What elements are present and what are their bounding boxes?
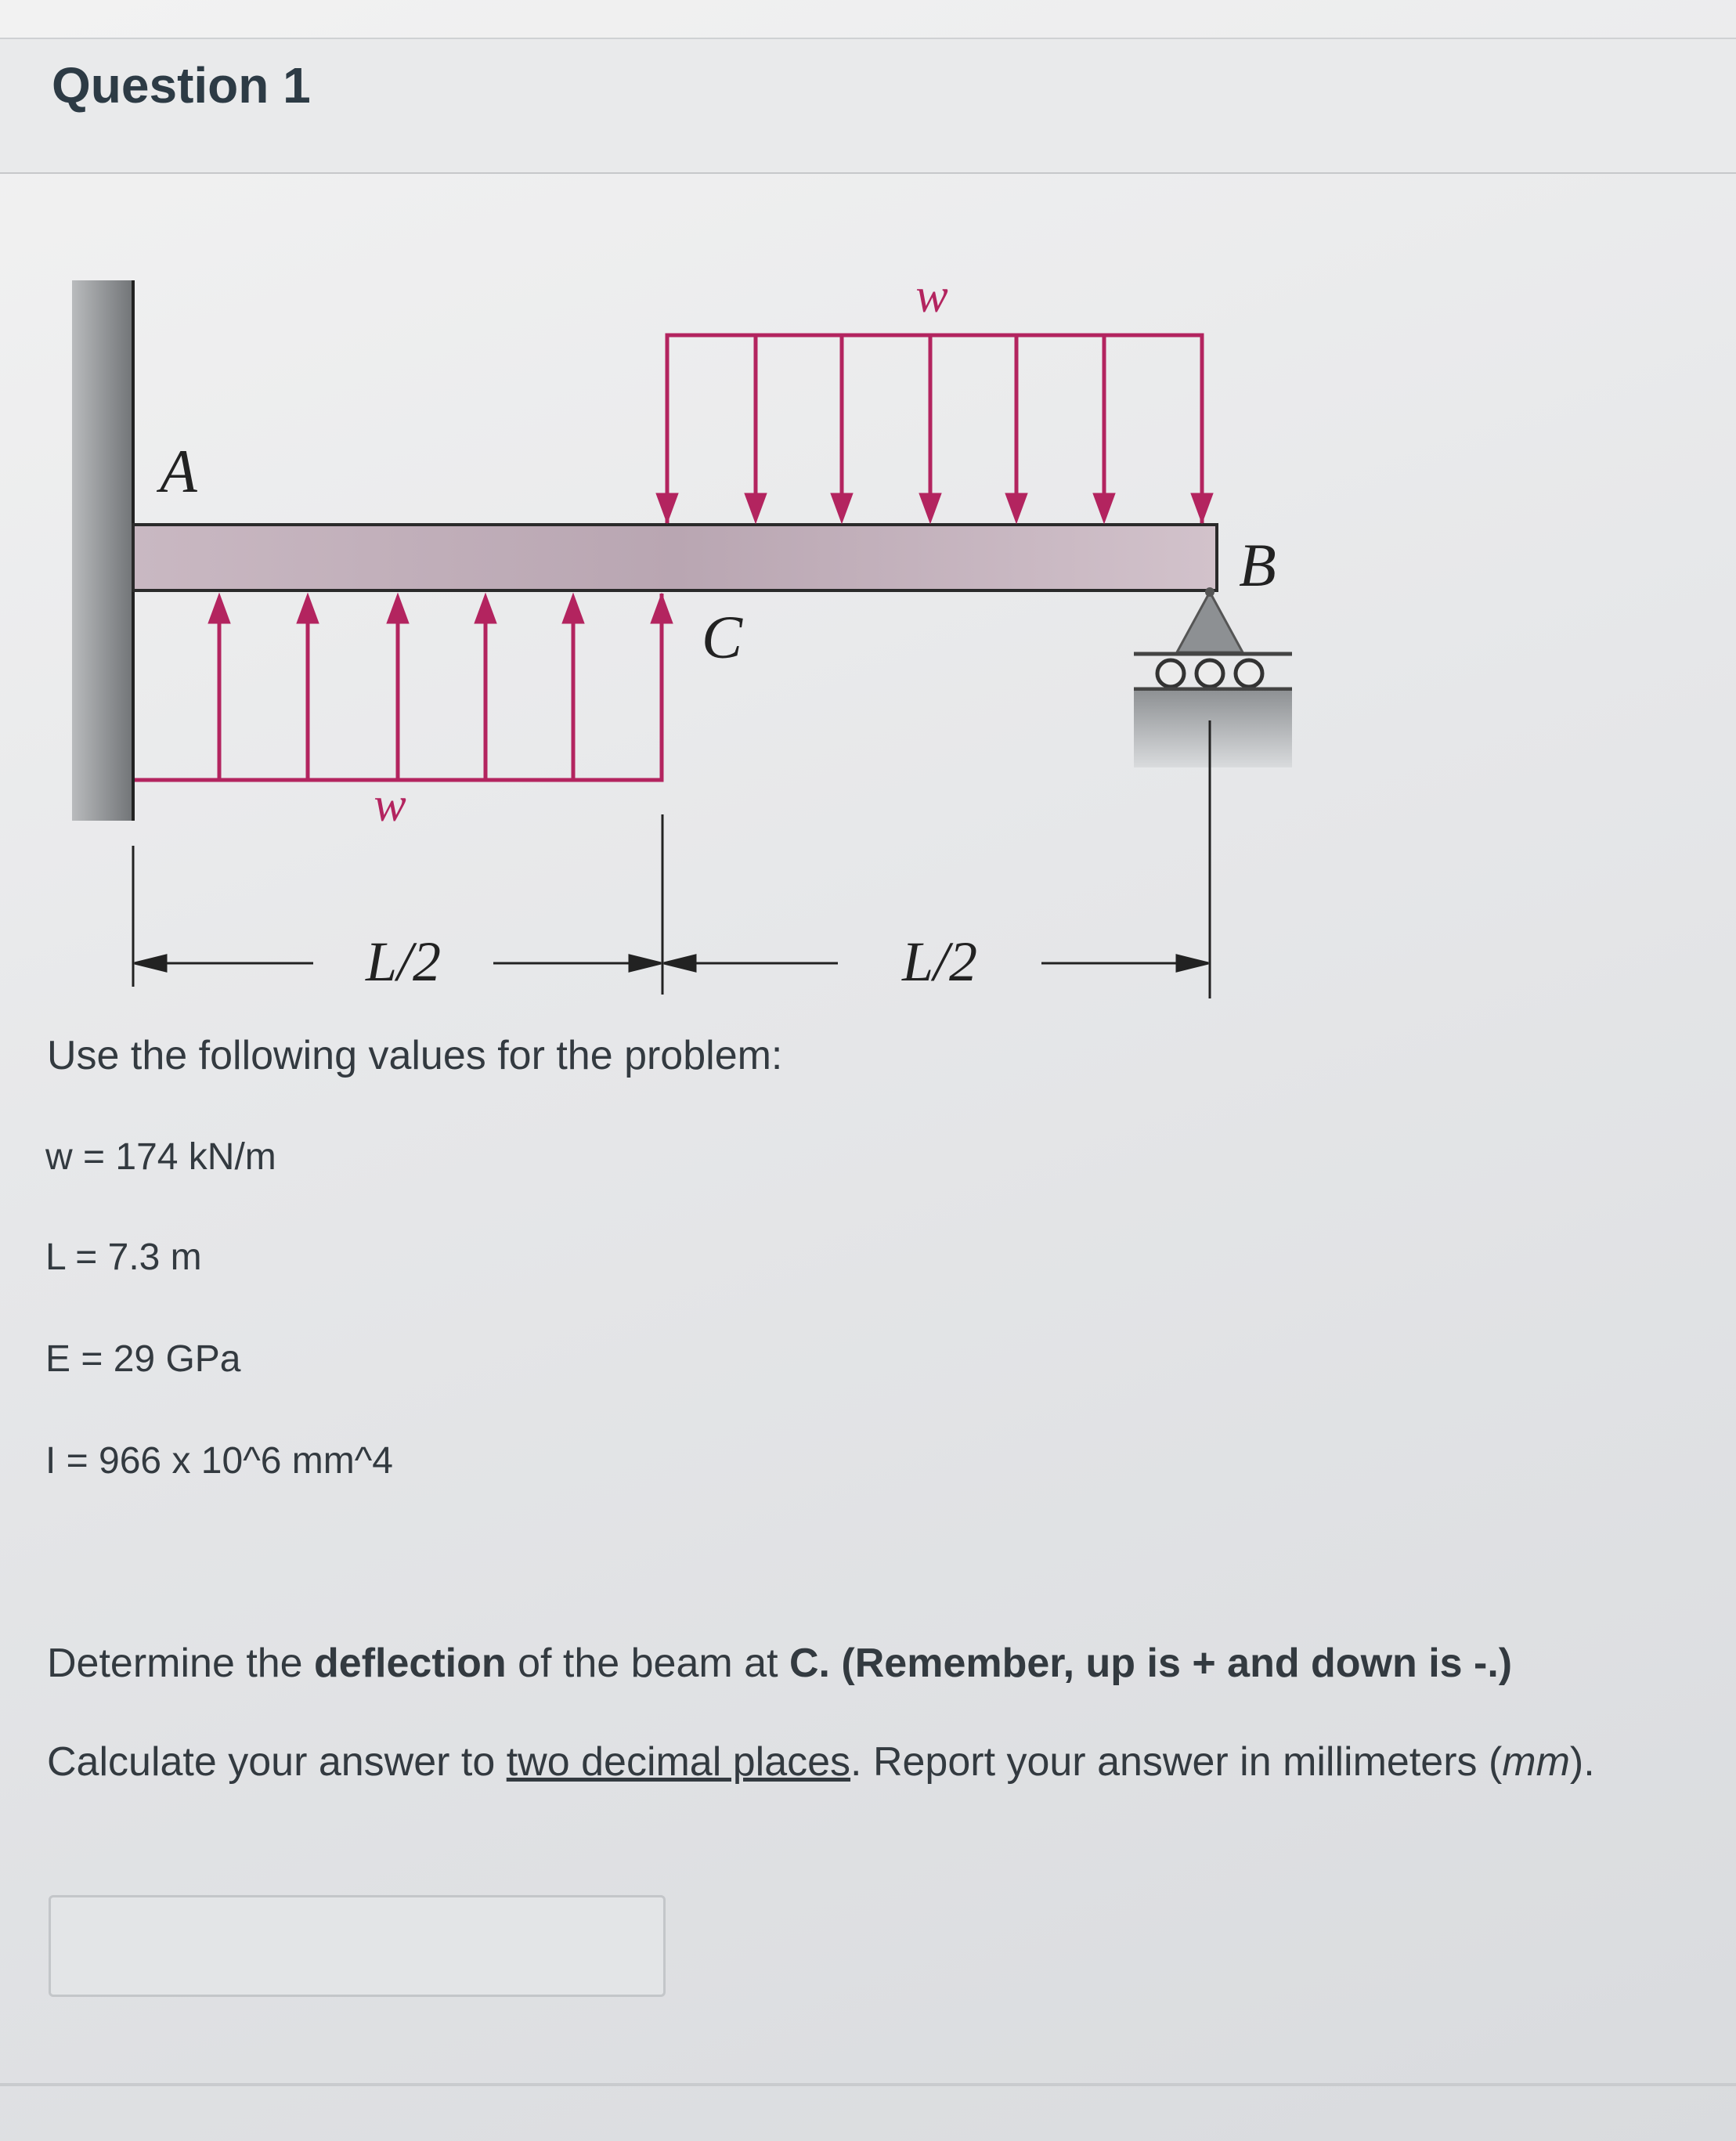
top-load-arrowhead: [1191, 493, 1213, 523]
param-L: L = 7.3 m: [45, 1237, 202, 1278]
support-b-label: B: [1239, 531, 1276, 599]
question-title: Question 1: [52, 57, 311, 114]
prompt-underline-decimals: two decimal places: [506, 1739, 851, 1785]
beam: [133, 525, 1217, 590]
top-load-arrows: [756, 335, 1104, 495]
prompt-text: . Report your answer in millimeters (: [850, 1739, 1503, 1785]
bottom-load-label: w: [374, 778, 406, 832]
prompt-italic-unit: mm: [1502, 1739, 1570, 1785]
bottom-load-arrowhead: [651, 594, 673, 623]
prompt-line-2: [47, 1738, 1595, 1785]
prompt-text: ).: [1569, 1739, 1595, 1785]
bottom-load-arrowhead: [475, 594, 496, 623]
top-load-arrowhead: [1093, 493, 1115, 523]
bottom-distributed-load: [135, 594, 673, 780]
top-load-arrowhead: [919, 493, 941, 523]
dimension-lines: [133, 720, 1210, 998]
prompt-bold-deflection: deflection: [314, 1641, 507, 1686]
param-w: w = 174 kN/m: [45, 1136, 276, 1178]
bottom-load-arrowhead: [562, 594, 584, 623]
bottom-load-arrows: [219, 619, 573, 780]
prompt-text: of the beam at: [506, 1641, 789, 1686]
bottom-load-arrowhead: [208, 594, 230, 623]
point-c-label: C: [701, 603, 743, 671]
top-load-label: w: [915, 269, 948, 323]
roller-support-b: [1134, 587, 1292, 767]
dim-right-label: L/2: [901, 930, 978, 993]
top-distributed-load: [656, 335, 1213, 523]
beam-diagram: [0, 235, 1736, 1018]
param-I: I = 966 x 10^6 mm^4: [45, 1440, 393, 1482]
support-a-label: A: [160, 437, 197, 505]
bottom-load-arrowhead: [297, 594, 319, 623]
top-load-arrowhead: [745, 493, 767, 523]
prompt-text: Determine the: [47, 1641, 315, 1686]
prompt-text: Calculate your answer to: [47, 1739, 507, 1785]
prompt-bold-sign-rule: C. (Remember, up is + and down is -.): [789, 1641, 1513, 1686]
prompt-line-1: [47, 1640, 1512, 1687]
bottom-divider: [0, 2083, 1736, 2086]
top-load-arrowhead: [831, 493, 853, 523]
fixed-wall-a: [72, 280, 135, 821]
top-load-arrowhead: [1005, 493, 1027, 523]
dim-left-label: L/2: [365, 930, 442, 993]
top-load-arrowhead: [656, 493, 678, 523]
param-E: E = 29 GPa: [45, 1338, 241, 1380]
answer-input[interactable]: [49, 1895, 666, 1997]
bottom-load-arrowhead: [387, 594, 409, 623]
values-intro: Use the following values for the problem:: [47, 1033, 783, 1078]
